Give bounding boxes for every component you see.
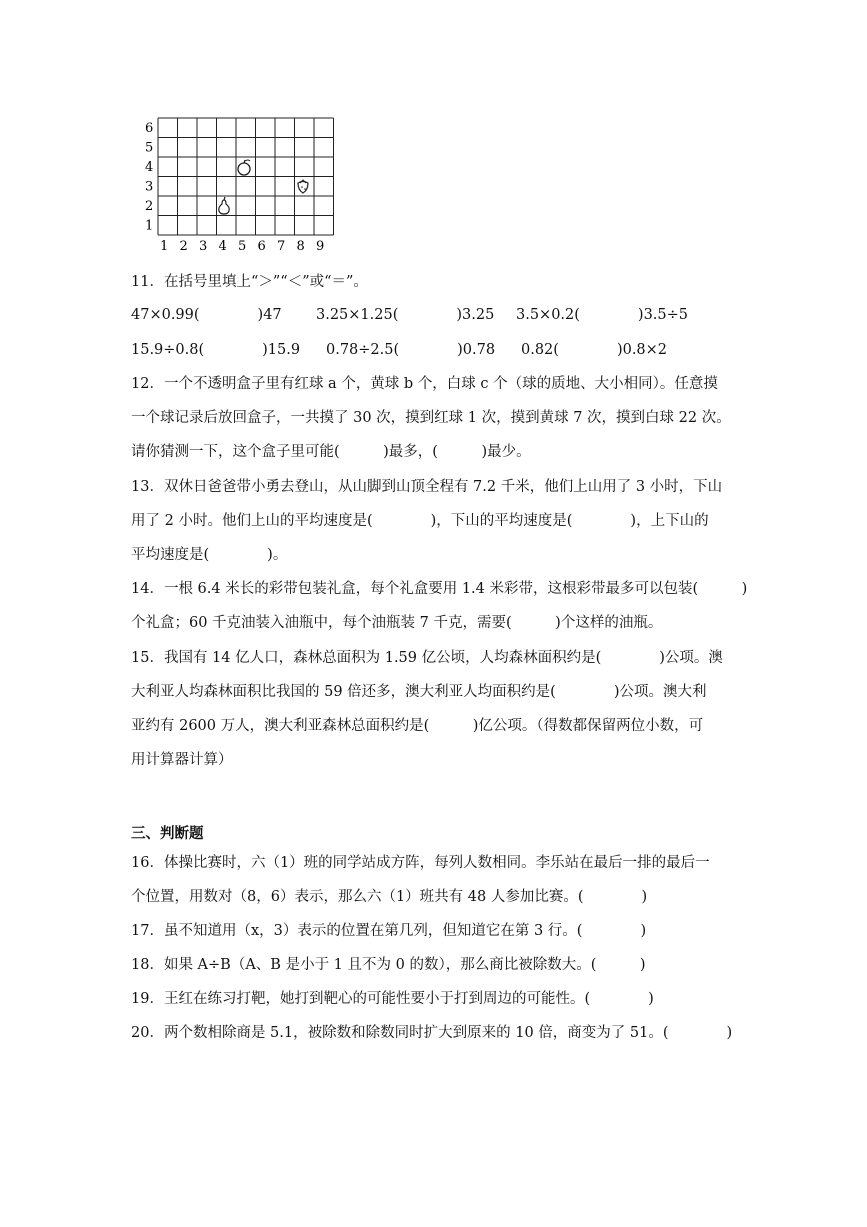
q13-line: 平均速度是( )。 (131, 547, 288, 563)
y-tick-label: 4 (145, 160, 154, 175)
x-tick-label: 3 (199, 239, 208, 254)
x-tick-label: 4 (218, 239, 227, 254)
q15-line: 亚约有 2600 万人，澳大利亚森林总面积约是( )亿公项。（得数都保留两位小数，可 (131, 718, 704, 734)
q11-item: 47×0.99( )47 (131, 307, 282, 323)
q11-item: 0.82( )0.8×2 (521, 342, 668, 358)
x-tick-label: 7 (277, 239, 286, 254)
q19-line: 19．王红在练习打靶，她打到靶心的可能性要小于打到周边的可能性。( ) (131, 991, 654, 1007)
q11-row1 (131, 305, 688, 325)
q12-line: 一个球记录后放回盒子，一共摸了 30 次，摸到红球 1 次，摸到黄球 7 次，摸到白球 22 次。 (131, 410, 731, 426)
q11-item: 3.25×1.25( )3.25 (316, 307, 495, 323)
q16-line: 个位置，用数对（8，6）表示，那么六（1）班共有 48 人参加比赛。( ) (131, 889, 648, 905)
q12-line: 请你猜测一下，这个盒子里可能( )最多，( )最少。 (131, 444, 531, 460)
section-title: 三、判断题 (131, 826, 204, 842)
x-tick-label: 8 (296, 239, 305, 254)
q11-item: 0.78÷2.5( )0.78 (326, 342, 496, 358)
y-tick-label: 3 (145, 179, 154, 195)
y-tick-label: 6 (145, 121, 154, 136)
q14-line: 个礼盒；60 千克油装入油瓶中，每个油瓶装 7 千克，需要( )个这样的油瓶。 (131, 615, 663, 631)
coordinate-grid (140, 115, 340, 255)
q13-line: 用了 2 小时。他们上山的平均速度是( )，下山的平均速度是( )，上下山的 (131, 513, 709, 529)
q17-line: 17．虽不知道用（x，3）表示的位置在第几列，但知道它在第 3 行。( ) (131, 923, 647, 939)
y-tick-label: 5 (145, 140, 154, 156)
q15-line: 用计算器计算） (131, 752, 233, 768)
strawberry-icon (298, 180, 308, 193)
apple-icon (238, 160, 250, 175)
q12-line: 12．一个不透明盒子里有红球 a 个，黄球 b 个，白球 c 个（球的质地、大小相同）。任意摸 (131, 376, 718, 392)
x-tick-label: 6 (257, 239, 266, 254)
q18-line: 18．如果 A÷B（A、B 是小于 1 且不为 0 的数），那么商比被除数大。( ) (131, 957, 646, 973)
q14-line: 14．一根 6.4 米长的彩带包装礼盒，每个礼盒要用 1.4 米彩带，这根彩带最多可以包装( ) (131, 581, 748, 597)
x-tick-label: 5 (238, 239, 247, 254)
q16-line: 16．体操比赛时，六（1）班的同学站成方阵，每列人数相同。李乐站在最后一排的最后一 (131, 855, 710, 871)
y-tick-label: 1 (145, 218, 154, 234)
x-tick-label: 2 (179, 239, 188, 254)
q13-line: 13．双休日爸爸带小勇去登山，从山脚到山顶全程有 7.2 千米，他们上山用了 3 小时，下山 (131, 479, 723, 495)
q11-title: 11．在括号里填上“＞”“＜”或“＝”。 (131, 274, 368, 290)
pear-icon (219, 197, 229, 214)
q20-line: 20．两个数相除商是 5.1，被除数和除数同时扩大到原来的 10 倍，商变为了 51。( ) (131, 1025, 733, 1041)
q11-item: 3.5×0.2( )3.5÷5 (516, 307, 689, 323)
q11-row2 (131, 340, 667, 360)
x-tick-label: 9 (316, 239, 325, 254)
q15-line: 15．我国有 14 亿人口，森林总面积为 1.59 亿公顷，人均森林面积约是( )公项。澳 (131, 650, 723, 666)
y-tick-label: 2 (145, 199, 154, 214)
q11-item: 15.9÷0.8( )15.9 (131, 342, 301, 358)
q15-line: 大利亚人均森林面积比我国的 59 倍还多，澳大利亚人均面积约是( )公项。澳大利 (131, 684, 707, 700)
x-tick-label: 1 (160, 239, 169, 254)
